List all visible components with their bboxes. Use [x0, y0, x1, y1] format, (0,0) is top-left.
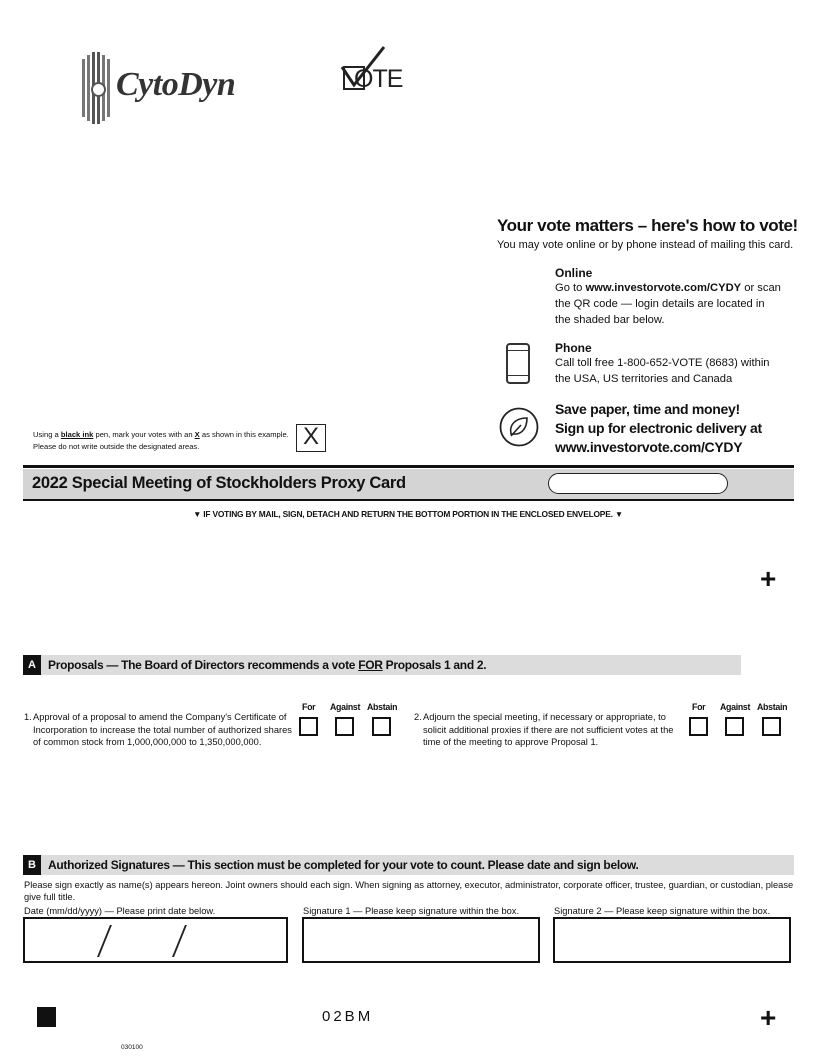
logo-wordmark: CytoDyn: [116, 66, 236, 103]
date-label: Date (mm/dd/yyyy) — Please print date below.: [24, 906, 216, 916]
p1-abstain-checkbox[interactable]: [372, 717, 391, 736]
proposal-2: [414, 711, 684, 749]
instruction-line-2: Please do not write outside the designated areas.: [33, 442, 200, 451]
phone-body: Call toll free 1-800-652-VOTE (8683) within the USA, US territories and Canada: [555, 357, 770, 385]
section-a-letter: A: [23, 655, 41, 675]
proposal-1: [24, 711, 294, 749]
p1-for-label: For: [302, 702, 316, 712]
proxy-card-title-bar: [23, 469, 794, 499]
vote-matters-heading: Your vote matters – here's how to vote!: [497, 216, 798, 235]
proposal-1-number: 1.: [24, 712, 32, 722]
p1-against-checkbox[interactable]: [335, 717, 354, 736]
marking-instructions: [33, 429, 289, 453]
proposal-2-text: Adjourn the special meeting, if necessary or appropriate, to solicit additional proxies if there are not sufficient votes at the time of the meeting to approve Proposal 1.: [423, 712, 674, 747]
title-rule-bottom: [23, 499, 794, 501]
registration-plus-icon: +: [760, 563, 777, 594]
logo-bars-graphic: [82, 52, 112, 124]
instr-text-e: as shown in this example.: [199, 430, 289, 439]
cytodyn-logo: [82, 52, 252, 124]
p1-against-label: Against: [330, 702, 361, 712]
p2-against-label: Against: [720, 702, 751, 712]
p2-abstain-checkbox[interactable]: [762, 717, 781, 736]
phone-voting-block: [555, 341, 795, 387]
electronic-delivery-block: Save paper, time and money! Sign up for electronic delivery at www.investorvote.com/CYDY: [555, 401, 762, 455]
mail-instruction: ▼ IF VOTING BY MAIL, SIGN, DETACH AND RETURN THE BOTTOM PORTION IN THE ENCLOSED ENVELOPE. ▼: [193, 509, 623, 519]
section-b-header: [23, 855, 794, 875]
proposal-2-number: 2.: [414, 712, 422, 722]
instr-x: X: [194, 430, 200, 439]
online-title: Online: [555, 266, 593, 280]
example-mark-box: X: [296, 424, 326, 452]
footer-code: 030100: [121, 1044, 143, 1051]
online-body: [555, 280, 795, 328]
date-separator-1: [97, 925, 112, 957]
section-b-letter: B: [23, 855, 41, 875]
vote-badge: [340, 45, 430, 95]
section-a-title: [48, 658, 486, 672]
p1-abstain-label: Abstain: [367, 702, 398, 712]
p2-abstain-label: Abstain: [757, 702, 788, 712]
title-rule-top: [23, 465, 794, 468]
signature-2-field[interactable]: [553, 917, 791, 963]
p2-for-checkbox[interactable]: [689, 717, 708, 736]
instr-text-c: pen, mark your votes with an: [93, 430, 195, 439]
section-b-title: Authorized Signatures — This section must be completed for your vote to count. Please date and sign below.: [48, 858, 639, 872]
instr-black-ink: black ink: [60, 430, 94, 439]
signature-1-label: Signature 1 — Please keep signature within the box.: [303, 906, 520, 916]
section-a-title-after: Proposals 1 and 2.: [382, 658, 487, 672]
online-rest: or scan the QR code — login details are located in the shaded bar below.: [555, 282, 781, 326]
p1-for-checkbox[interactable]: [299, 717, 318, 736]
proxy-card-title: 2022 Special Meeting of Stockholders Proxy Card: [32, 474, 406, 492]
section-a-title-emph: FOR: [358, 658, 383, 672]
signature-instructions: Please sign exactly as name(s) appears hereon. Joint owners should each sign. When signing as attorney, executor, administrator, corporate officer, trustee, guardian, or custodian, please give full title.: [24, 880, 794, 902]
phone-title: Phone: [555, 341, 592, 355]
instr-text-a: Using a: [33, 430, 61, 439]
instruction-line-1: [33, 429, 289, 441]
vote-matters-subheading: You may vote online or by phone instead of mailing this card.: [497, 239, 794, 251]
form-code: 02BM: [322, 1008, 374, 1025]
registration-plus-icon-bottom: +: [760, 1002, 777, 1033]
section-a-header: [23, 655, 741, 675]
date-field[interactable]: [23, 917, 288, 963]
date-separator-2: [172, 925, 187, 957]
online-prefix: Go to: [555, 282, 586, 294]
signature-2-label: Signature 2 — Please keep signature within the box.: [554, 906, 771, 916]
section-a-title-before: Proposals — The Board of Directors recommends a vote: [48, 658, 359, 672]
p2-for-label: For: [692, 702, 706, 712]
control-number-field[interactable]: [548, 473, 728, 494]
phone-icon: [506, 343, 530, 384]
registration-square: [37, 1007, 56, 1027]
signature-1-field[interactable]: [302, 917, 540, 963]
proposal-1-text: Approval of a proposal to amend the Company's Certificate of Incorporation to increase the total number of authorized shares of common stock from 1,000,000,000 to 1,350,000,000.: [33, 712, 292, 747]
vote-badge-text: OTE: [354, 65, 403, 93]
online-voting-block: [555, 266, 795, 328]
p2-against-checkbox[interactable]: [725, 717, 744, 736]
leaf-icon: [499, 407, 539, 447]
online-url-link[interactable]: www.investorvote.com/CYDY: [585, 282, 742, 294]
